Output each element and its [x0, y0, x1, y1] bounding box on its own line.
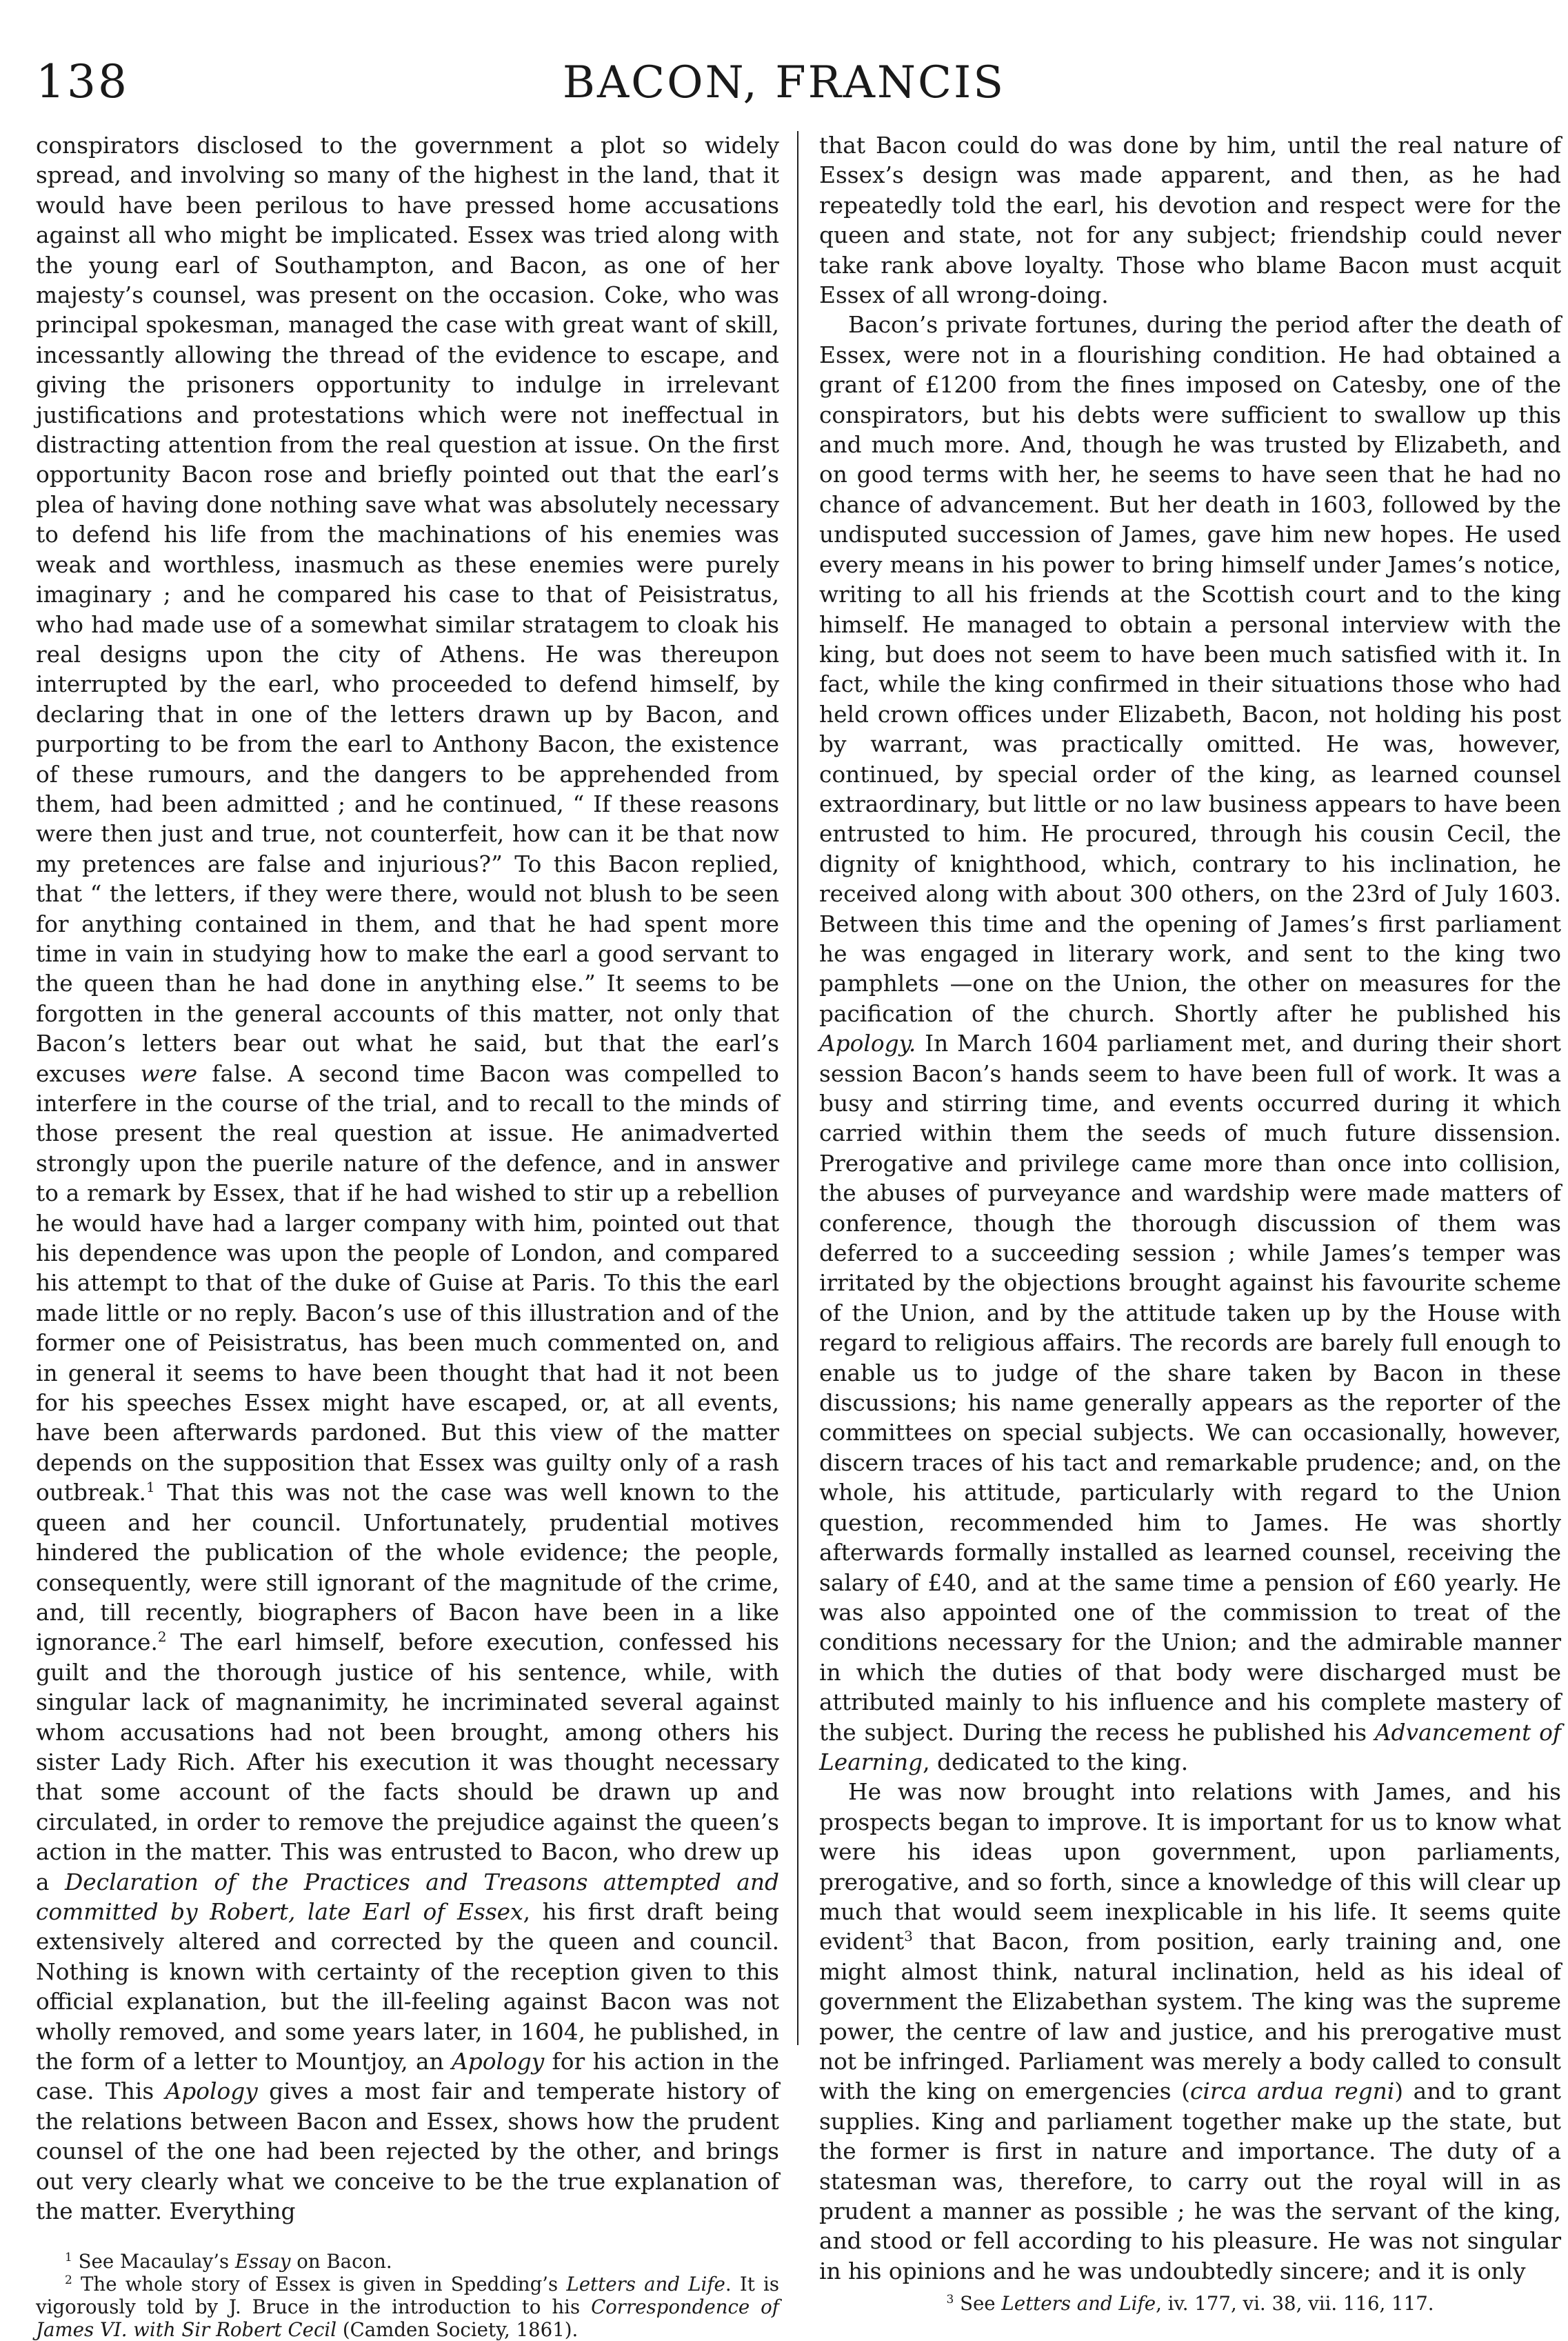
paragraph: conspirators disclosed to the government a plot so widely spread, and involving so many of the highest in the land, that it would have been perilous to have pressed home accusations against all who might be implicated. Essex was tried along with the young earl of Southampton, and Bacon, as one of her majesty’s counsel, was present on the occasion. Coke, who was principal spokesman, managed the case with great want of skill, incessantly allowing the thread of the evidence to escape, and giving the prisoners opportunity to indulge in irrelevant justifications and protestations which were not ineffectual in distracting attention from the real question at issue. On the first opportunity Bacon rose and briefly pointed out that the earl’s plea of having done nothing save what was absolutely necessary to defend his life from the machinations of his enemies was weak and worthless, inasmuch as these enemies were purely imaginary ; and he compared his case to that of Peisistratus, who had made use of a somewhat similar stratagem to cloak his real designs upon the city of Athens. He was thereupon interrupted by the earl, who proceeded to defend himself, by declaring that in one of the letters drawn up by Bacon, and purporting to be from the earl to Anthony Bacon, the existence of these rumours, and the dangers to be apprehended from them, had been admitted ; and he continued, “ If these reasons were then just and true, not counterfeit, how can it be that now my pretences are false and injurious?” To this Bacon replied, that “ the letters, if they were there, would not blush to be seen for anything contained in them, and that he had spent more time in vain in studying how to make the earl a good servant to the queen than he had done in anything else.” It seems to be forgotten in the general accounts of this matter, not only that Bacon’s letters bear out what he said, but that the earl’s excuses were false. A second time Bacon was compelled to interfere in the course of the trial, and to recall to the minds of those present the real question at issue. He animadverted strongly upon the puerile nature of the defence, and in answer to a remark by Essex, that if he had wished to stir up a rebellion he would have had a larger company with him, pointed out that his dependence was upon the people of London, and compared his attempt to that of the duke of Guise at Paris. To this the earl made little or no reply. Bacon’s use of this illustration and of the former one of Peisistratus, has been much commented on, and in general it seems to have been thought that had it not been for his speeches Essex might have escaped, or, at all events, have been afterwards pardoned. But this view of the matter depends on the supposition that Essex was guilty only of a rash outbreak.$^1$ That this was not the case was well known to the queen and her council. Unfortunately, prudential motives hindered the publication of the whole evidence; the people, consequently, were still ignorant of the magnitude of the crime, and, till recently, biographers of Bacon have been in a like ignorance.$^2$ The earl himself, before execution, confessed his guilt and the thorough justice of his sentence, while, with singular lack of magnanimity, he incriminated several against whom accusations had not been brought, among others his sister Lady Rich. After his execution it was thought necessary that some account of the facts should be drawn up and circulated, in order to remove the prejudice against the queen’s action in the matter. This was entrusted to Bacon, who drew up a Declaration of the Practices and Treasons attempted and committed by Robert, late Earl of Essex, his first draft being extensively altered and corrected by the queen and council. Nothing is known with certainty of the reception given to this official explanation, but the ill-feeling against Bacon was not wholly removed, and some years later, in 1604, he published, in the form of a letter to Mountjoy, an Apology for his action in the case. This Apology gives a most fair and temperate history of the relations between Bacon and Essex, shows how the prudent counsel of the one had been rejected by the other, and brings out very clearly what we conceive to be the true explanation of the matter. Everything [36, 132, 780, 2225]
title-advancement: Advancement of Learning [819, 1719, 1561, 1775]
title-apology: Apology. [819, 1030, 916, 1057]
title-apology: Apology [452, 2049, 545, 2075]
footnote-3: $^3$ See Letters and Life, iv. 177, vi. 38, vii. 116, 117. [946, 2292, 1434, 2315]
right-footnotes [819, 2292, 1561, 2315]
paragraph: He was now brought into relations with James, and his prospects began to improve. It is important for us to know what were his ideas upon government, upon parliaments, prerogative, and so forth, since a knowledge of this will clear up much that would seem inexplicable in his life. It seems quite evident$^3$ that Bacon, from position, early training and, one might almost think, natural inclination, held as his ideal of government the Elizabethan system. The king was the supreme power, the centre of law and justice, and his prerogative must not be infringed. Parliament was merely a body called to consult with the king on emergencies (circa ardua regni) and to grant supplies. King and parliament together make up the state, but the former is first in nature and importance. The duty of a statesman was, therefore, to carry out the royal will in as prudent a manner as possible ; he was the servant of the king, and stood or fell according to his pleasure. He was not singular in his opinions and he was undoubtedly sincere; and it is only [819, 1779, 1561, 2284]
paragraph: that Bacon could do was done by him, until the real nature of Essex’s design was made apparent, and then, as he had repeatedly told the earl, his devotion and respect were for the queen and state, not for any subject; friendship could never take rank above loyalty. Those who blame Bacon must acquit Essex of all wrong-doing. [819, 132, 1561, 309]
title-apology: Apology [165, 2078, 258, 2105]
footnote-1: $^1$ See Macaulay’s Essay on Bacon. [65, 2250, 392, 2273]
paragraph: Bacon’s private fortunes, during the period after the death of Essex, were not in a flourishing condition. He had obtained a grant of £1200 from the fines imposed on Catesby, one of the conspirators, but his debts were sufficient to swallow up this and much more. And, though he was trusted by Elizabeth, and on good terms with her, he seems to have seen that he had no chance of advancement. But her death in 1603, followed by the undisputed succession of James, gave him new hopes. He used every means in his power to bring himself under James’s notice, writing to all his friends at the Scottish court and to the king himself. He managed to obtain a personal interview with the king, but does not seem to have been much satisfied with it. In fact, while the king confirmed in their situations those who had held crown offices under Elizabeth, Bacon, not holding his post by warrant, was practically omitted. He was, however, continued, by special order of the king, as learned counsel extraordinary, but little or no law business appears to have been entrusted to him. He procured, through his cousin Cecil, the dignity of knighthood, which, contrary to his inclination, he received along with about 300 others, on the 23rd of July 1603. Between this time and the opening of James’s first parliament he was engaged in literary work, and sent to the king two pamphlets —one on the Union, the other on measures for the pacification of the church. Shortly after he published his Apology. In March 1604 parliament met, and during their short session Bacon’s hands seem to have been full of work. It was a busy and stirring time, and events occurred during it which carried within them the seeds of much future dissension. Prerogative and privilege came more than once into collision, the abuses of purveyance and wardship were made matters of conference, though the thorough discussion of them was deferred to a succeeding session ; while James’s temper was irritated by the objections brought against his favourite scheme of the Union, and by the attitude taken up by the House with regard to religious affairs. The records are barely full enough to enable us to judge of the share taken by Bacon in these discussions; his name generally appears as the reporter of the committees on special subjects. We can occasionally, however, discern traces of his tact and remarkable prudence; and, on the whole, his attitude, particularly with regard to the Union question, recommended him to James. He was shortly afterwards formally installed as learned counsel, receiving the salary of £40, and at the same time a pension of £60 yearly. He was also appointed one of the commission to treat of the conditions necessary for the Union; and the admirable manner in which the duties of that body were discharged must be attributed mainly to his influence and his complete mastery of the subject. During the recess he published his Advancement of Learning, dedicated to the king. [819, 312, 1561, 1775]
emphasis: circa ardua regni [1189, 2078, 1395, 2105]
page-number: 138 [36, 55, 129, 108]
emphasis: were [140, 1060, 198, 1087]
footnote-ref-2: 2 [157, 1628, 167, 1646]
right-body-text [819, 131, 1561, 2287]
footnote-ref-1: 1 [145, 1479, 155, 1496]
left-column [36, 131, 779, 2341]
right-column [819, 131, 1561, 2315]
left-footnotes [36, 2250, 779, 2341]
column-divider [797, 131, 798, 2045]
footnote-ref-3: 3 [904, 1928, 913, 1945]
title-declaration: Declaration of the Practices and Treasons attempted and committed by Robert, late Earl of Essex [36, 1869, 779, 1925]
running-head: BACON, FRANCIS [562, 57, 1006, 108]
footnote-2: $^2$ The whole story of Essex is given in Spedding’s Letters and Life. It is vigorously told by J. Bruce in the introduction to his Correspondence of James VI. with Sir Robert Cecil (Camden Society, 1861). [36, 2273, 779, 2341]
left-body-text [36, 131, 779, 2227]
